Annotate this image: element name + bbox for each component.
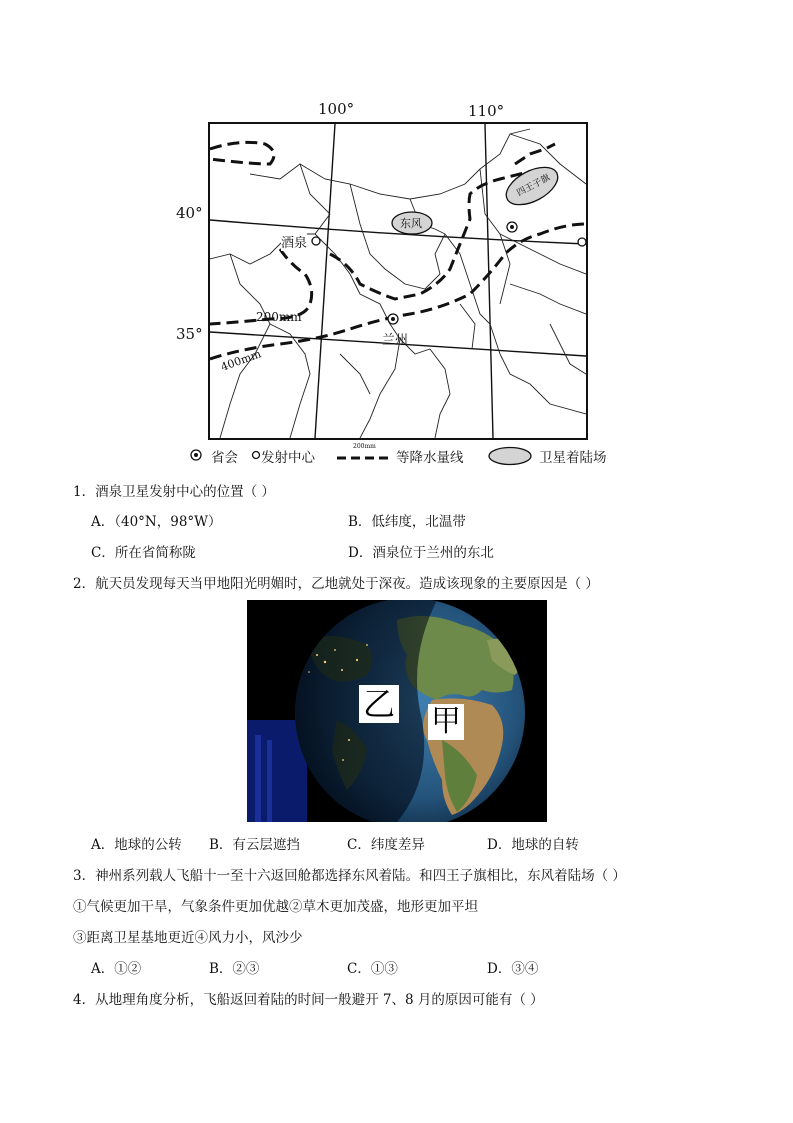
label-isohyet-400: 400mm	[219, 347, 263, 374]
label-yi: 乙	[359, 685, 399, 723]
label-dongfeng: 东风	[400, 217, 422, 230]
map-drawing	[210, 124, 586, 438]
question-3-option-b: B．②③	[209, 961, 260, 977]
latitude-label-40: 40°	[176, 204, 203, 222]
question-1-stem: 1．酒泉卫星发射中心的位置（ ）	[73, 484, 275, 500]
question-3-option-d: D．③④	[487, 961, 539, 977]
legend-launch-center-label: 发射中心	[261, 450, 315, 466]
question-1-option-b: B．低纬度，北温带	[348, 514, 466, 530]
landing-site-symbol-icon	[487, 446, 533, 466]
question-3-statements-line-2: ③距离卫星基地更近④风力小，风沙少	[73, 930, 303, 946]
latitude-label-35: 35°	[176, 325, 203, 343]
capital-symbol-icon	[189, 448, 203, 462]
legend-capital-label: 省会	[211, 450, 238, 466]
question-2-option-d: D．地球的自转	[487, 837, 579, 853]
question-4-stem: 4．从地理角度分析，飞船返回着陆的时间一般避开 7、8 月的原因可能有（ ）	[73, 992, 544, 1008]
question-1-option-d: D．酒泉位于兰州的东北	[348, 545, 494, 561]
map-frame	[208, 122, 588, 440]
question-3-option-c: C．①③	[347, 961, 398, 977]
question-2-stem: 2．航天员发现每天当甲地阳光明媚时，乙地就处于深夜。造成该现象的主要原因是（ ）	[73, 576, 599, 592]
label-isohyet-200: 200mm	[256, 310, 302, 324]
label-lanzhou: 兰州	[382, 333, 409, 348]
question-1-option-a: A．（40°N，98°W）	[91, 514, 222, 530]
longitude-label-100: 100°	[318, 100, 355, 118]
question-2-option-a: A．地球的公转	[91, 837, 182, 853]
question-3-statements-line-1: ①气候更加干旱，气象条件更加优越②草木更加茂盛，地形更加平坦	[73, 899, 478, 915]
question-1-option-c: C．所在省简称陇	[91, 545, 196, 561]
question-3-option-a: A．①②	[91, 961, 142, 977]
earth-day-night-image	[247, 600, 547, 822]
isohyet-symbol-icon	[335, 452, 391, 462]
longitude-label-110: 110°	[468, 102, 505, 120]
legend-isohyet-sample: 200mm	[353, 443, 376, 450]
label-siziwang: 四王子旗	[515, 172, 552, 199]
label-jia: 甲	[428, 704, 464, 740]
question-2-option-b: B．有云层遮挡	[209, 837, 300, 853]
map-legend	[189, 443, 629, 466]
question-3-stem: 3．神州系列载人飞船十一至十六返回舱都选择东风着陆。和四王子旗相比，东风着陆场（ ）	[73, 868, 626, 884]
question-2-option-c: C．纬度差异	[347, 837, 425, 853]
legend-landing-site-label: 卫星着陆场	[539, 450, 607, 466]
label-jiuquan: 酒泉	[281, 232, 307, 251]
launch-center-symbol-icon	[251, 450, 261, 460]
legend-isohyet-label: 等降水量线	[396, 450, 464, 466]
